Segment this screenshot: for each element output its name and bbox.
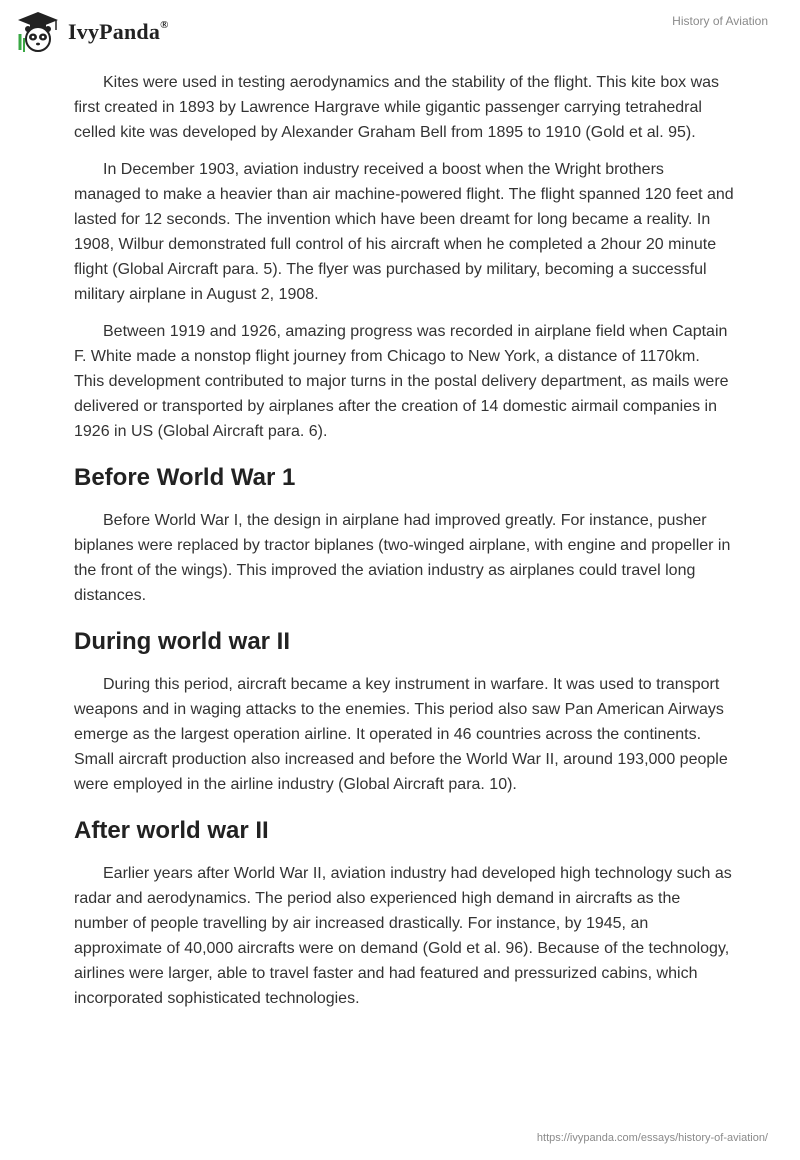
heading-during-ww2: During world war II [74, 628, 291, 655]
paragraph-after-ww2: Earlier years after World War II, aviation industry had developed high technology such as radar and aerodynamics. The period also experienced high demand in aircrafts as the number of people travelling by air increased drastically. For instance, by 1945, an approximate of 40,000 aircrafts were on demand (Gold et al. 96). Because of the technology, airlines were larger, able to travel faster and had featured and pressurized cabins, which incorporated sophisticated technologies. [74, 865, 732, 1007]
document-title: History of Aviation [672, 14, 768, 28]
essay-body [74, 70, 734, 1023]
footer-url-link[interactable]: https://ivypanda.com/essays/history-of-aviation/ [536, 1132, 768, 1144]
paragraph-airmail: Between 1919 and 1926, amazing progress was recorded in airplane field when Captain F. White made a nonstop flight journey from Chicago to New York, a distance of 1170km. This development contributed to major turns in the postal delivery department, as mails were delivered or transported by airplanes after the creation of 14 domestic airmail companies in 1926 in US (Global Aircraft para. 6). [74, 323, 729, 440]
heading-after-ww2: After world war II [74, 817, 269, 844]
paragraph-wright-brothers: In December 1903, aviation industry received a boost when the Wright brothers managed to make a heavier than air machine-powered flight. The flight spanned 120 feet and lasted for 12 seconds. The invention which have been dreamt for long became a reality. In 1908, Wilbur demonstrated full control of his aircraft when he completed a 2hour 20 minute flight (Global Aircraft para. 5). The flyer was purchased by military, becoming a successful military airplane in August 2, 1908. [74, 161, 734, 303]
page-header [0, 0, 800, 60]
panda-graduate-icon [14, 10, 62, 54]
brand-logo[interactable] [14, 8, 169, 56]
paragraph-before-ww1: Before World War I, the design in airplane had improved greatly. For instance, pusher biplanes were replaced by tractor biplanes (two-winged airplane, with engine and propeller in the front of the wings). This improved the aviation industry as airplanes could travel long distances. [74, 512, 731, 604]
paragraph-during-ww2: During this period, aircraft became a key instrument in warfare. It was used to transport weapons and in waging attacks to the enemies. This period also saw Pan American Airways emerge as the largest operation airline. It operated in 46 countries across the continents. Small aircraft production also increased and before the World War II, around 193,000 people were employed in the airline industry (Global Aircraft para. 10). [74, 676, 728, 793]
heading-before-ww1: Before World War 1 [74, 464, 296, 491]
brand-name: IvyPanda® [68, 18, 169, 44]
paragraph-kites: Kites were used in testing aerodynamics and the stability of the flight. This kite box was first created in 1893 by Lawrence Hargrave while gigantic passenger carrying tetrahedral celled kite was developed by Alexander Graham Bell from 1895 to 1910 (Gold et al. 95). [74, 74, 720, 141]
